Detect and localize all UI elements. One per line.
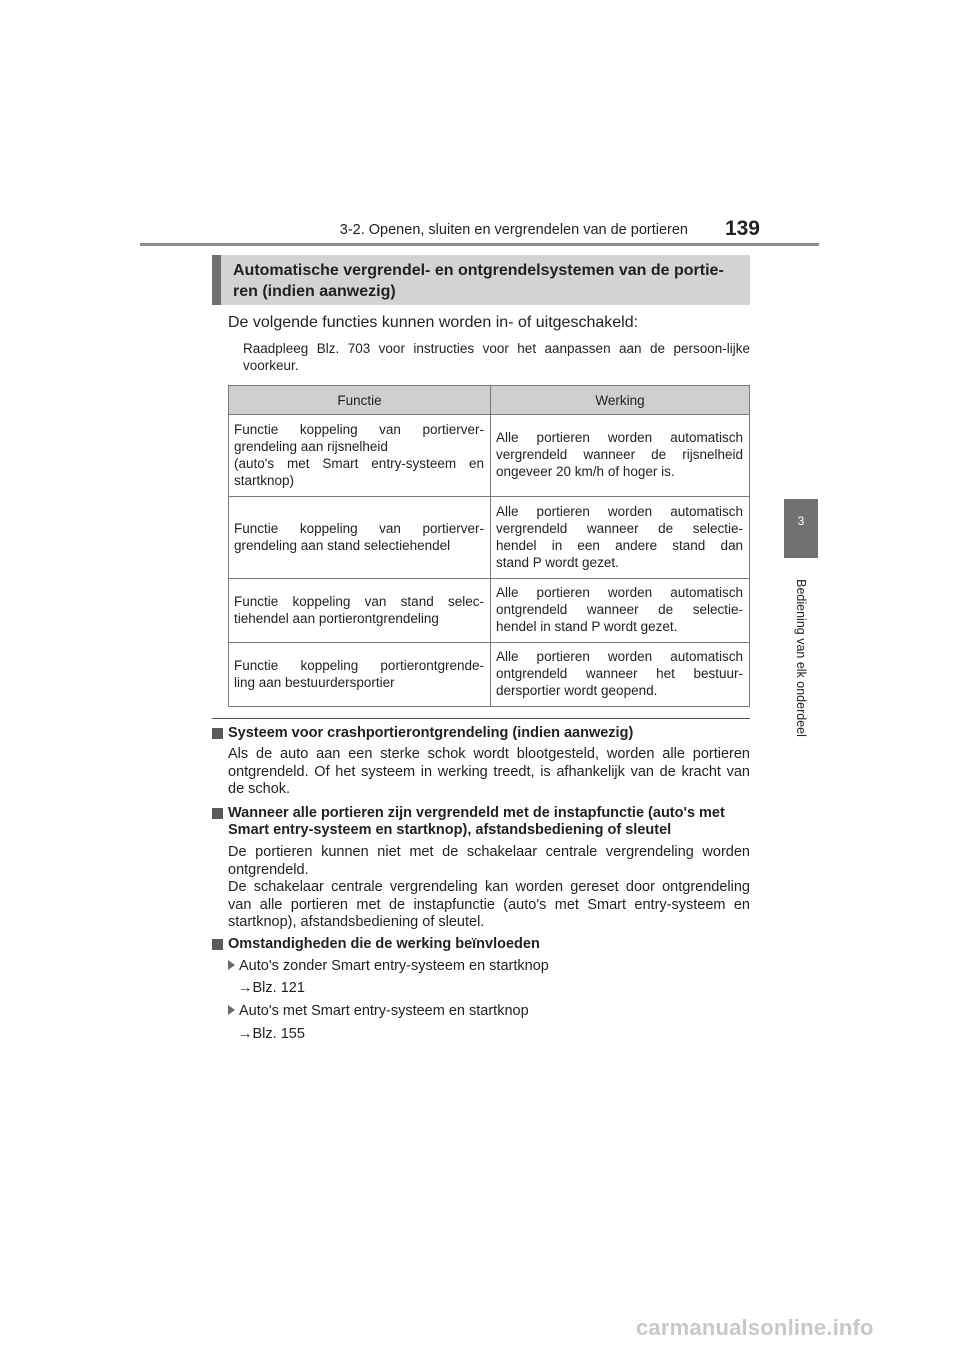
cell-line: Alle portieren worden automatisch bbox=[496, 503, 743, 519]
cell-line: hendel in stand P wordt gezet. bbox=[496, 619, 678, 634]
bullet-square-icon bbox=[212, 806, 228, 823]
cell-line: Functie koppeling van portierver- bbox=[234, 520, 484, 536]
bullet-square-icon bbox=[212, 726, 228, 743]
cell-line: grendeling aan rijsnelheid bbox=[234, 438, 388, 454]
function-table bbox=[228, 385, 750, 707]
chapter-tab[interactable]: 3 bbox=[784, 499, 818, 558]
condition-item bbox=[228, 1003, 529, 1019]
page-reference-link[interactable]: →Blz. 121 bbox=[238, 980, 305, 996]
table-row bbox=[229, 415, 750, 497]
watermark: carmanualsonline.info bbox=[636, 1315, 874, 1340]
section-title-box bbox=[212, 255, 750, 305]
notes-divider bbox=[212, 718, 750, 719]
condition-item bbox=[228, 958, 549, 974]
all-locked-title-line: Smart entry-systeem en startknop), afstandsbediening of sleutel bbox=[228, 822, 672, 838]
cell-line: ontgrendeld wanneer het bestuur- bbox=[496, 666, 743, 681]
header-divider bbox=[140, 243, 819, 246]
cell-line: Alle portieren worden automatisch bbox=[496, 430, 743, 445]
chapter-side-label-text: Bediening van elk onderdeel bbox=[794, 579, 808, 737]
function-cell bbox=[229, 497, 491, 579]
condition-label: Auto's zonder Smart entry-systeem en startknop bbox=[239, 958, 549, 974]
cell-line: ontgrendeld wanneer de selectie- bbox=[496, 602, 743, 617]
all-locked-body-1: De portieren kunnen niet met de schakelaar centrale vergrendeling worden ontgrendeld. bbox=[228, 844, 750, 878]
table-row bbox=[229, 579, 750, 643]
section-breadcrumb: 3-2. Openen, sluiten en vergrendelen van de portieren bbox=[339, 222, 688, 238]
function-cell bbox=[229, 579, 491, 643]
cell-line: Functie koppeling van stand selec- bbox=[234, 593, 484, 609]
cell-line: grendeling aan stand selectiehendel bbox=[234, 537, 451, 553]
cell-line: vergrendeld wanneer de selectie- bbox=[496, 520, 743, 536]
column-header-operation: Werking bbox=[491, 386, 750, 415]
operation-cell bbox=[491, 579, 750, 643]
section-title-line: Automatische vergrendel- en ontgrendelsystemen van de portie- bbox=[233, 262, 724, 279]
operation-cell bbox=[491, 415, 750, 497]
table-row bbox=[229, 643, 750, 707]
section-title bbox=[233, 260, 742, 302]
all-locked-body-2: De schakelaar centrale vergrendeling kan worden gereset door ontgrendeling van alle portieren met de instapfunctie (auto's met Smart entry-systeem en startknop), afstandsbediening of sleutel. bbox=[228, 879, 750, 930]
page-reference-link[interactable]: →Blz. 155 bbox=[238, 1026, 305, 1042]
cell-line: ling aan bestuurdersportier bbox=[234, 674, 395, 690]
crash-unlock-title: Systeem voor crashportierontgrendeling (indien aanwezig) bbox=[228, 725, 634, 741]
bullet-square-icon bbox=[212, 937, 228, 954]
cell-line: Alle portieren worden automatisch bbox=[496, 585, 743, 600]
cell-line: Functie koppeling van portierver- bbox=[234, 421, 484, 437]
table-header-row bbox=[229, 386, 750, 415]
cell-line: Alle portieren worden automatisch bbox=[496, 649, 743, 664]
cell-line: ongeveer 20 km/h of hoger is. bbox=[496, 464, 675, 479]
conditions-title: Omstandigheden die de werking beïnvloeden bbox=[228, 936, 540, 952]
triangle-bullet-icon bbox=[228, 1005, 235, 1015]
cell-line: (auto's met Smart entry-systeem en bbox=[234, 455, 484, 471]
cell-line: dersportier wordt geopend. bbox=[496, 683, 658, 698]
cell-line: tiehendel aan portierontgrendeling bbox=[234, 610, 439, 626]
cell-line: startknop) bbox=[234, 472, 295, 488]
cell-line: Functie koppeling portierontgrende- bbox=[234, 657, 484, 673]
cell-line: vergrendeld wanneer de rijsnelheid bbox=[496, 447, 743, 462]
crash-unlock-body: Als de auto aan een sterke schok wordt blootgesteld, worden alle portieren ontgrendeld. Of het systeem in werking treedt, is afhankelijk van de kracht van de schok. bbox=[228, 746, 750, 797]
triangle-bullet-icon bbox=[228, 960, 235, 970]
operation-cell bbox=[491, 497, 750, 579]
cell-line: hendel in een andere stand dan bbox=[496, 537, 743, 553]
customization-note: Raadpleeg Blz. 703 voor instructies voor het aanpassen aan de persoon-lijke voorkeur. bbox=[243, 341, 750, 373]
column-header-function: Functie bbox=[229, 386, 491, 415]
page-number: 139 bbox=[724, 217, 760, 240]
section-title-line: ren (indien aanwezig) bbox=[233, 283, 396, 300]
table-row bbox=[229, 497, 750, 579]
intro-text: De volgende functies kunnen worden in- of uitgeschakeld: bbox=[228, 314, 639, 331]
operation-cell bbox=[491, 643, 750, 707]
all-locked-title bbox=[228, 805, 750, 839]
chapter-side-label bbox=[783, 563, 819, 753]
function-cell bbox=[229, 415, 491, 497]
function-cell bbox=[229, 643, 491, 707]
all-locked-title-line: Wanneer alle portieren zijn vergrendeld met de instapfunctie (auto's met bbox=[228, 805, 725, 821]
cell-line: stand P wordt gezet. bbox=[496, 554, 619, 570]
condition-label: Auto's met Smart entry-systeem en startknop bbox=[239, 1003, 529, 1019]
